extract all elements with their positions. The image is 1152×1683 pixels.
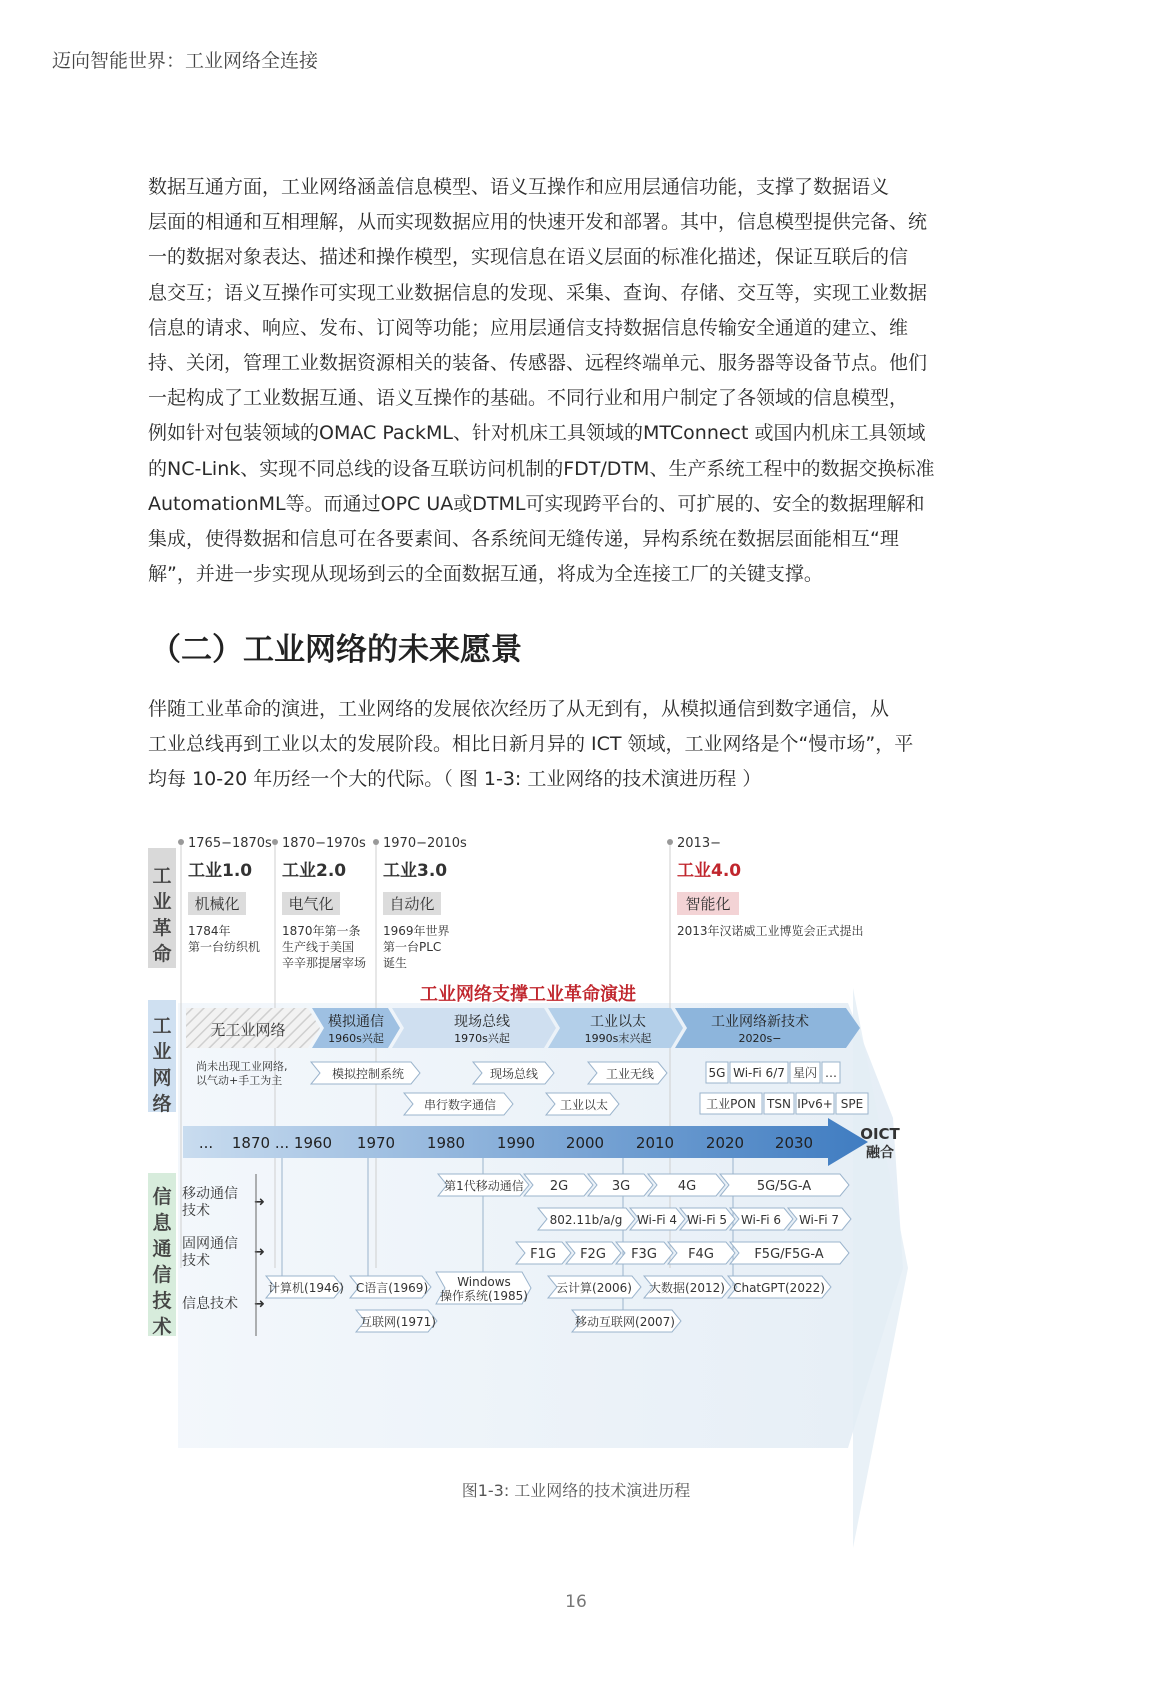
paragraph-data-interop <box>148 170 973 592</box>
network-note: 尚未出现工业网络, <box>196 1060 288 1073</box>
arrow-icon: ➜ <box>254 1195 265 1210</box>
text-line: 持、关闭，管理工业数据资源相关的装备、传感器、远程终端单元、服务器等设备节点。他们 <box>148 352 928 375</box>
text-line: 集成，使得数据和信息可在各要素间、各系统间无缝传递，异构系统在数据层面能相互“理 <box>148 528 899 551</box>
revolution-desc: 辛辛那提屠宰场 <box>282 956 367 970</box>
phase-name: 现场总线 <box>454 1014 510 1030</box>
phase-name: 工业以太 <box>590 1014 646 1030</box>
chip-label: Wi-Fi 6/7 <box>733 1066 785 1080</box>
paragraph-evolution <box>148 692 973 798</box>
network-note: 以气动+手工为主 <box>196 1074 283 1087</box>
chip-label: 操作系统(1985) <box>440 1289 528 1303</box>
evolution-figure <box>148 836 948 1508</box>
period-dot <box>178 839 184 845</box>
text-line: 息交互；语义互操作可实现工业数据信息的发现、采集、查询、存储、交互等，实现工业数据 <box>148 281 928 304</box>
revolution-period: 1870−1970s <box>282 836 366 851</box>
label-char: 通 <box>152 1238 172 1260</box>
revolution-desc: 2013年汉诺威工业博览会正式提出 <box>677 924 864 938</box>
phase-name: 模拟通信 <box>328 1014 384 1030</box>
label-char: 络 <box>152 1093 172 1115</box>
text-line: 工业总线再到工业以太的发展阶段。相比日新月异的 ICT 领域，工业网络是个“慢市场”，平 <box>148 733 914 756</box>
label-char: 技 <box>152 1290 172 1312</box>
revolution-tag: 自动化 <box>389 895 435 913</box>
text-line: AutomationML等。而通过OPC UA或DTML可实现跨平台的、可扩展的、安全的数据理解和 <box>148 492 925 515</box>
chip-label: 4G <box>677 1179 697 1194</box>
chip-label: 工业无线 <box>605 1067 655 1081</box>
revolution-tag: 智能化 <box>685 895 731 913</box>
network-phase-bar <box>186 1008 860 1048</box>
revolution-desc: 第一台PLC <box>383 940 442 954</box>
chip-label: Windows <box>457 1275 511 1289</box>
timeline-tick: 1870 ... 1960 <box>231 1134 333 1152</box>
label-char: 信 <box>152 1186 172 1208</box>
label-char: 息 <box>152 1212 172 1234</box>
period-dot <box>373 839 379 845</box>
page-number: 16 <box>565 1592 587 1612</box>
chip-label: 模拟控制系统 <box>331 1067 405 1081</box>
revolution-tag: 机械化 <box>194 895 240 913</box>
arrow-icon: ➜ <box>254 1297 265 1312</box>
arrow-icon: ➜ <box>254 1245 265 1260</box>
chip-label: 串行数字通信 <box>423 1098 497 1112</box>
revolution-desc: 第一台纺织机 <box>188 940 261 954</box>
chip-label: F2G <box>580 1247 606 1262</box>
evolution-diagram <box>148 836 948 1508</box>
revolution-period: 2013− <box>677 836 721 851</box>
background-arrow-head <box>853 988 908 1548</box>
chip-label: C语言(1969) <box>355 1281 429 1295</box>
timeline-tick: 2020 <box>705 1134 745 1152</box>
chip-label: Wi-Fi 4 <box>636 1213 678 1227</box>
label-char: 革 <box>152 917 172 939</box>
phase-sub: 1960s兴起 <box>328 1032 384 1045</box>
timeline-tick: 2000 <box>565 1134 605 1152</box>
chip-label: 现场总线 <box>489 1067 539 1081</box>
timeline-tick: 2030 <box>774 1134 814 1152</box>
phase-sub: 1970s兴起 <box>454 1032 510 1045</box>
text-line: 解”，并进一步实现从现场到云的全面数据互通，将成为全连接工厂的关键支撑。 <box>148 563 823 586</box>
timeline-end-label: 融合 <box>866 1145 894 1161</box>
chip-label: 工业PON <box>706 1097 756 1111</box>
phase-sub: 1990s末兴起 <box>584 1032 652 1045</box>
chip-label: … <box>825 1066 837 1080</box>
ict-category: 技术 <box>182 1253 210 1269</box>
text-line: 均每 10-20 年历经一个大的代际。（ 图 1-3: 工业网络的技术演进历程 ） <box>148 768 762 791</box>
figure-caption: 图1-3: 工业网络的技术演进历程 <box>461 1481 691 1500</box>
label-char: 业 <box>152 891 172 913</box>
revolution-desc: 1969年世界 <box>383 924 450 938</box>
text-line: 的NC-Link、实现不同总线的设备互联访问机制的FDT/DTM、生产系统工程中的数据交换标准 <box>148 457 935 480</box>
revolution-desc: 生产线于美国 <box>282 940 355 954</box>
chip-label: Wi-Fi 7 <box>798 1213 840 1227</box>
chip-label: 互联网(1971) <box>360 1315 436 1329</box>
running-header: 迈向智能世界：工业网络全连接 <box>52 50 319 72</box>
chip-label: 3G <box>611 1179 631 1194</box>
label-char: 工 <box>152 1015 172 1037</box>
text-line: 一起构成了工业数据互通、语义互操作的基础。不同行业和用户制定了各领域的信息模型， <box>148 387 909 410</box>
ict-category: 移动通信 <box>182 1186 238 1202</box>
section-heading: （二）工业网络的未来愿景 <box>150 632 522 668</box>
ict-category: 固网通信 <box>182 1236 238 1252</box>
revolution-period: 1970−2010s <box>383 836 467 851</box>
revolution-title: 工业3.0 <box>383 861 448 881</box>
timeline-tick: 1980 <box>426 1134 466 1152</box>
chip-label: F1G <box>530 1247 556 1262</box>
chip-label: Wi-Fi 5 <box>686 1213 728 1227</box>
text-line: 信息的请求、响应、发布、订阅等功能；应用层通信支持数据信息传输安全通道的建立、维 <box>148 316 909 339</box>
phase-name: 无工业网络 <box>210 1021 286 1039</box>
chip-label: 移动互联网(2007) <box>575 1315 675 1329</box>
label-char: 业 <box>152 1041 172 1063</box>
text-line: 一的数据对象表达、描述和操作模型，实现信息在语义层面的标准化描述，保证互联后的信 <box>148 246 909 269</box>
revolution-desc: 诞生 <box>383 956 408 970</box>
chip-label: F3G <box>631 1247 657 1262</box>
label-char: 工 <box>152 865 172 887</box>
period-dot <box>667 839 673 845</box>
chip-label: 计算机(1946) <box>268 1281 344 1295</box>
revolution-desc: 1870年第一条 <box>282 924 361 938</box>
ict-wifi-row <box>538 1208 851 1230</box>
chip-label: TSN <box>767 1097 791 1111</box>
chip-label: SPE <box>840 1097 864 1111</box>
text-line: 数据互通方面，工业网络涵盖信息模型、语义互操作和应用层通信功能，支撑了数据语义 <box>148 176 890 198</box>
chip-label: 5G <box>708 1066 726 1080</box>
chip-label: 大数据(2012) <box>649 1281 725 1295</box>
phase-sub: 2020s− <box>738 1032 782 1045</box>
timeline-end-label: OICT <box>860 1125 900 1143</box>
timeline-tick: 2010 <box>635 1134 675 1152</box>
chip-label: Wi-Fi 6 <box>740 1213 782 1227</box>
chip-label: 云计算(2006) <box>556 1281 632 1295</box>
chip-label: F5G/F5G-A <box>754 1247 824 1262</box>
period-dot <box>272 839 278 845</box>
chip-label: 2G <box>549 1179 569 1194</box>
label-char: 网 <box>152 1067 172 1089</box>
revolution-title: 工业2.0 <box>282 861 347 881</box>
label-char: 信 <box>152 1264 172 1286</box>
timeline-tick: 1990 <box>496 1134 536 1152</box>
revolution-desc: 1784年 <box>188 924 231 938</box>
phase-name: 工业网络新技术 <box>711 1014 809 1030</box>
text-line: 伴随工业革命的演进，工业网络的发展依次经历了从无到有，从模拟通信到数字通信，从 <box>148 698 890 720</box>
text-line: 例如针对包装领域的OMAC PackML、针对机床工具领域的MTConnect 或国内机床工具领域 <box>148 422 926 445</box>
revolution-title: 工业4.0 <box>677 861 742 881</box>
text-line: 层面的相通和互相理解，从而实现数据应用的快速开发和部署。其中，信息模型提供完备、统 <box>148 211 928 234</box>
chip-label: 802.11b/a/g <box>549 1213 623 1227</box>
label-char: 术 <box>152 1316 172 1338</box>
revolution-title: 工业1.0 <box>188 861 253 881</box>
revolution-tag: 电气化 <box>288 895 334 913</box>
chip-label: 工业以太 <box>559 1098 609 1112</box>
timeline-tick: ... <box>198 1134 214 1152</box>
ict-category: 信息技术 <box>182 1296 238 1312</box>
figure-banner: 工业网络支撑工业革命演进 <box>420 984 636 1005</box>
chip-label: IPv6+ <box>797 1097 833 1111</box>
ict-category: 技术 <box>182 1203 210 1219</box>
chip-label: 5G/5G-A <box>756 1179 812 1194</box>
label-char: 命 <box>152 943 172 965</box>
timeline-tick: 1970 <box>356 1134 396 1152</box>
chip-label: F4G <box>688 1247 714 1262</box>
chip-label: 星闪 <box>792 1066 818 1080</box>
ict-mobile-row <box>438 1174 849 1196</box>
revolution-period: 1765−1870s <box>188 836 272 851</box>
chip-label: ChatGPT(2022) <box>733 1281 825 1295</box>
timeline-ticks <box>199 1134 813 1152</box>
chip-label: 第1代移动通信 <box>444 1179 524 1193</box>
